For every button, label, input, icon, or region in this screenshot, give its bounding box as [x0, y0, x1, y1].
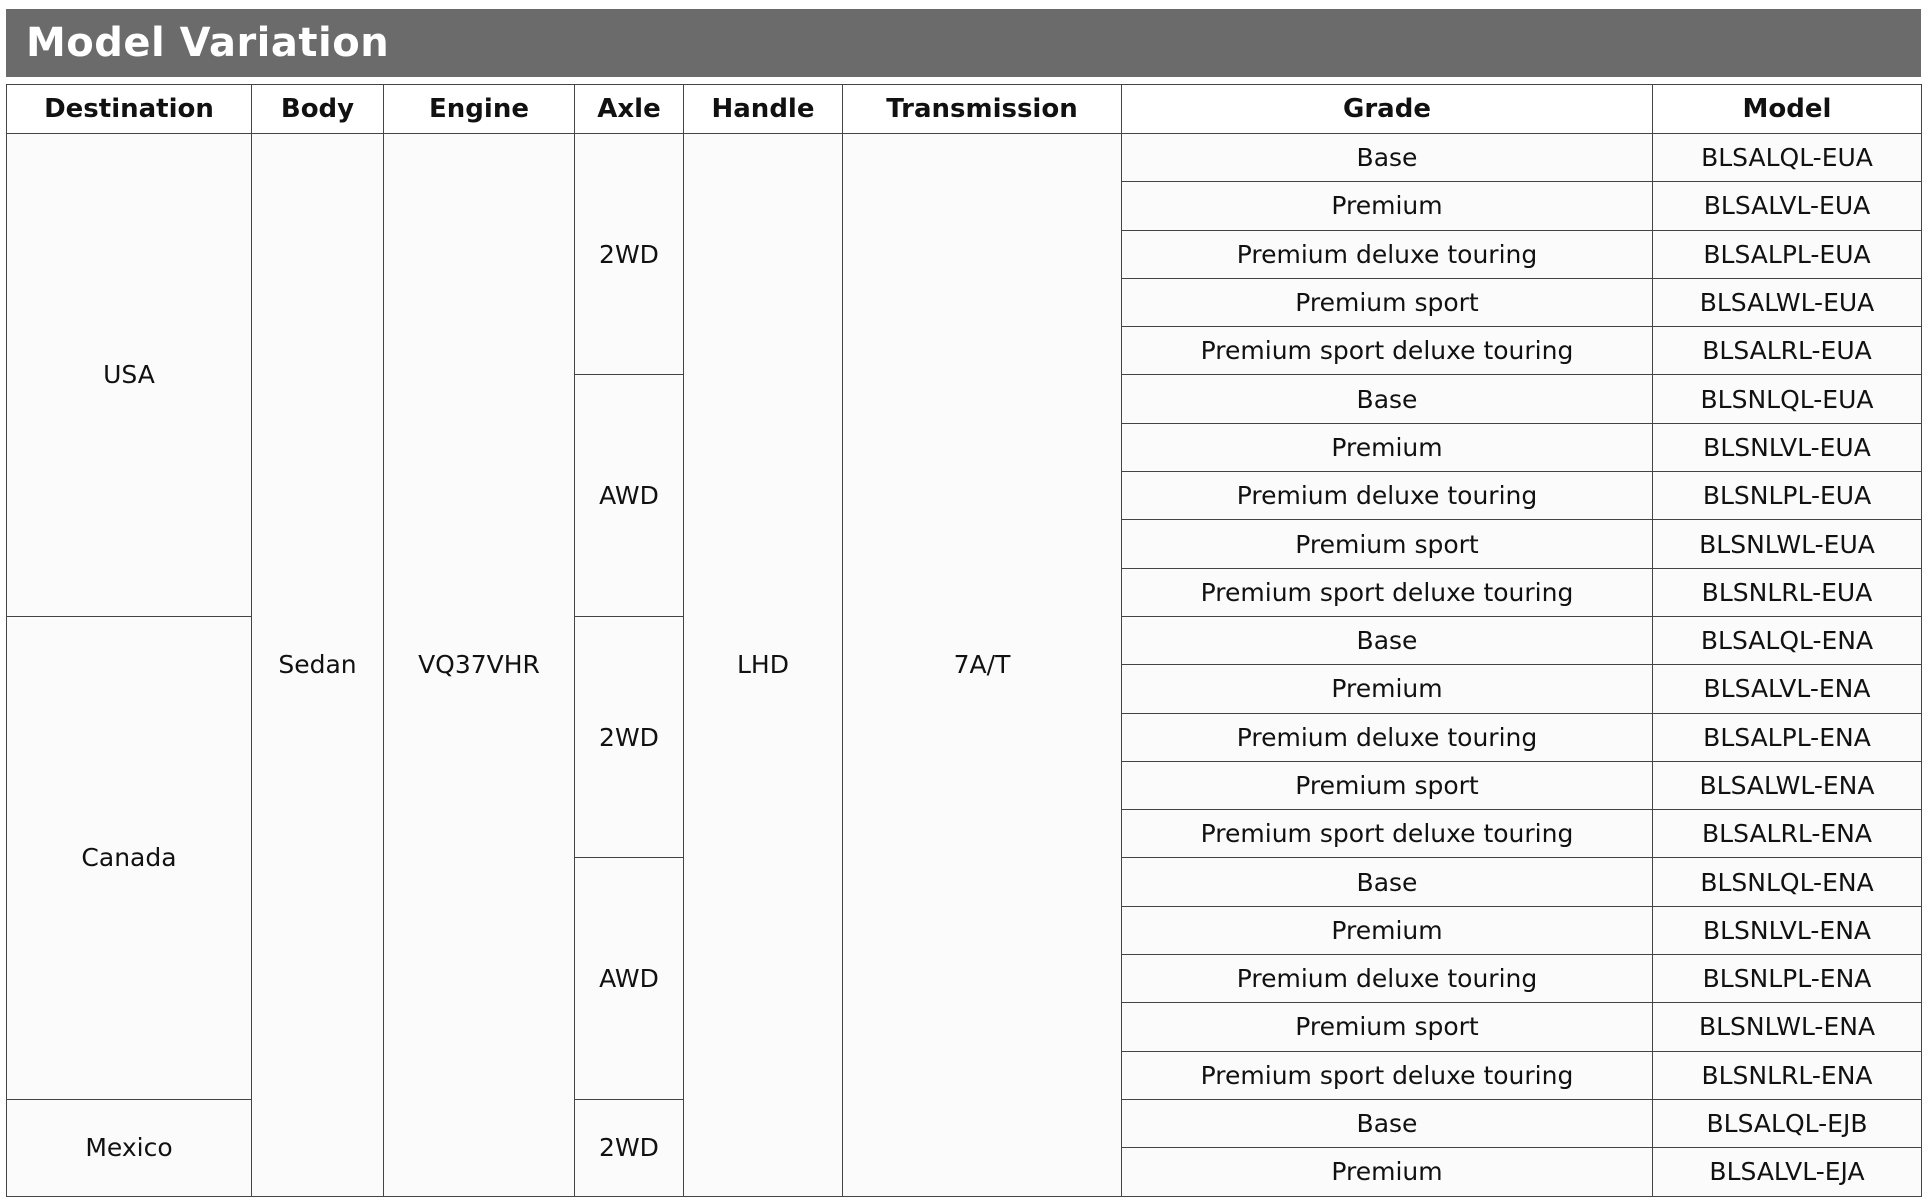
model-cell: BLSNLVL-ENA: [1653, 906, 1922, 954]
axle-cell: AWD: [575, 858, 684, 1099]
header-destination: Destination: [7, 85, 252, 134]
model-variation-table: [6, 84, 1922, 1197]
model-cell: BLSALPL-ENA: [1653, 713, 1922, 761]
grade-cell: Base: [1122, 858, 1653, 906]
page-title: Model Variation: [26, 20, 390, 66]
destination-cell: USA: [7, 134, 252, 617]
title-bar: [6, 9, 1921, 77]
grade-cell: Base: [1122, 1099, 1653, 1147]
grade-cell: Premium sport: [1122, 1003, 1653, 1051]
grade-cell: Premium sport: [1122, 761, 1653, 809]
grade-cell: Premium sport deluxe touring: [1122, 810, 1653, 858]
axle-cell: AWD: [575, 375, 684, 616]
axle-cell: 2WD: [575, 134, 684, 375]
axle-cell: 2WD: [575, 1099, 684, 1196]
header-engine: Engine: [384, 85, 575, 134]
grade-cell: Premium sport deluxe touring: [1122, 327, 1653, 375]
grade-cell: Premium: [1122, 182, 1653, 230]
header-axle: Axle: [575, 85, 684, 134]
grade-cell: Base: [1122, 616, 1653, 664]
table-row: [7, 134, 1922, 182]
model-cell: BLSALVL-EUA: [1653, 182, 1922, 230]
model-cell: BLSNLPL-EUA: [1653, 472, 1922, 520]
transmission-cell: 7A/T: [843, 134, 1122, 1197]
grade-cell: Premium sport: [1122, 278, 1653, 326]
model-cell: BLSALRL-ENA: [1653, 810, 1922, 858]
model-cell: BLSNLWL-ENA: [1653, 1003, 1922, 1051]
model-cell: BLSALRL-EUA: [1653, 327, 1922, 375]
grade-cell: Base: [1122, 134, 1653, 182]
model-cell: BLSNLWL-EUA: [1653, 520, 1922, 568]
model-cell: BLSALVL-ENA: [1653, 665, 1922, 713]
model-cell: BLSALPL-EUA: [1653, 230, 1922, 278]
grade-cell: Premium deluxe touring: [1122, 230, 1653, 278]
grade-cell: Premium: [1122, 906, 1653, 954]
grade-cell: Base: [1122, 375, 1653, 423]
model-cell: BLSALQL-EUA: [1653, 134, 1922, 182]
model-cell: BLSNLPL-ENA: [1653, 955, 1922, 1003]
header-model: Model: [1653, 85, 1922, 134]
header-grade: Grade: [1122, 85, 1653, 134]
axle-cell: 2WD: [575, 616, 684, 857]
model-cell: BLSALVL-EJA: [1653, 1148, 1922, 1196]
model-cell: BLSALWL-ENA: [1653, 761, 1922, 809]
header-transmission: Transmission: [843, 85, 1122, 134]
grade-cell: Premium deluxe touring: [1122, 472, 1653, 520]
model-cell: BLSALQL-EJB: [1653, 1099, 1922, 1147]
model-cell: BLSNLQL-EUA: [1653, 375, 1922, 423]
grade-cell: Premium: [1122, 423, 1653, 471]
grade-cell: Premium deluxe touring: [1122, 713, 1653, 761]
grade-cell: Premium sport deluxe touring: [1122, 568, 1653, 616]
model-cell: BLSALWL-EUA: [1653, 278, 1922, 326]
grade-cell: Premium sport: [1122, 520, 1653, 568]
body-cell: Sedan: [252, 134, 384, 1197]
engine-cell: VQ37VHR: [384, 134, 575, 1197]
grade-cell: Premium deluxe touring: [1122, 955, 1653, 1003]
header-handle: Handle: [684, 85, 843, 134]
grade-cell: Premium: [1122, 1148, 1653, 1196]
model-cell: BLSNLRL-EUA: [1653, 568, 1922, 616]
model-cell: BLSNLQL-ENA: [1653, 858, 1922, 906]
destination-cell: Mexico: [7, 1099, 252, 1196]
grade-cell: Premium sport deluxe touring: [1122, 1051, 1653, 1099]
header-body: Body: [252, 85, 384, 134]
model-cell: BLSNLRL-ENA: [1653, 1051, 1922, 1099]
grade-cell: Premium: [1122, 665, 1653, 713]
destination-cell: Canada: [7, 616, 252, 1099]
header-row: [7, 85, 1922, 134]
model-cell: BLSNLVL-EUA: [1653, 423, 1922, 471]
handle-cell: LHD: [684, 134, 843, 1197]
model-cell: BLSALQL-ENA: [1653, 616, 1922, 664]
